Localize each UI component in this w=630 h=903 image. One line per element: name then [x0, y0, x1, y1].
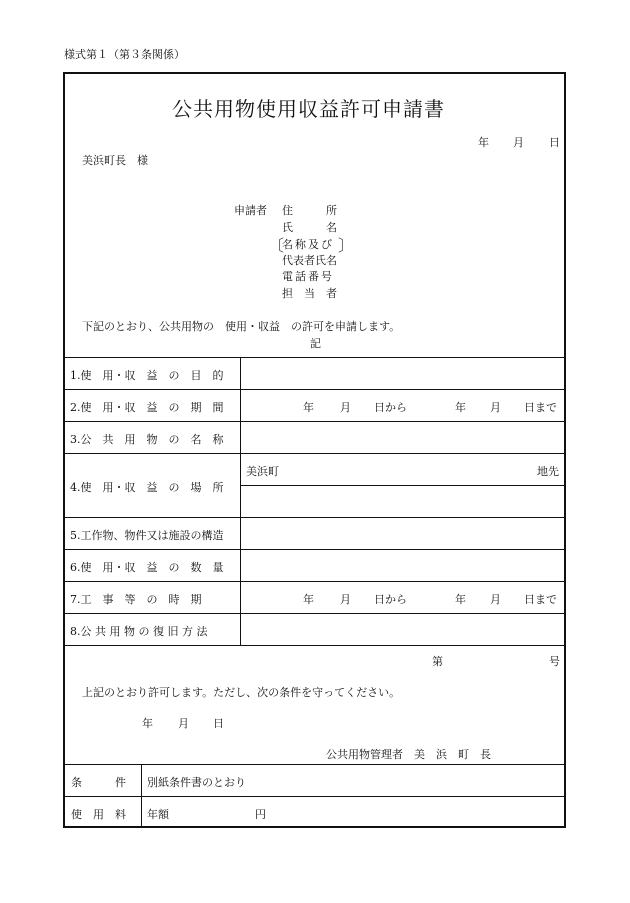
permit-statement: 上記のとおり許可します。ただし、次の条件を守ってください。 [82, 686, 401, 699]
row-line [64, 389, 566, 390]
place-suffix: 地先 [537, 465, 559, 478]
fee-prefix: 年額 [147, 808, 169, 821]
date-month: 月 [513, 136, 524, 149]
row-line [64, 421, 566, 422]
permit-date-day: 日 [213, 717, 224, 730]
application-statement: 下記のとおり、公共用物の 使用・収益 の許可を申請します。 [82, 320, 401, 333]
label-column-divider [240, 357, 241, 645]
row-label-work-period: 7.工 事 等 の 時 期 [70, 593, 202, 606]
permit-number-dai: 第 [432, 655, 443, 668]
form-number-label: 様式第１（第３条関係） [64, 48, 185, 61]
row-line [64, 613, 566, 614]
applicant-label: 申請者 [234, 204, 267, 217]
period-start-month: 月 [340, 401, 351, 414]
application-form-frame [63, 72, 566, 828]
conditions-column-divider [141, 764, 142, 827]
row-label-restoration: 8.公 共 用 物 の 復 旧 方 法 [70, 625, 208, 638]
work-start-year: 年 [303, 593, 314, 606]
conditions-top-line [64, 764, 566, 765]
row-label-period: 2.使 用・収 益 の 期 間 [70, 401, 224, 414]
period-end-month: 月 [490, 401, 501, 414]
period-end-year: 年 [455, 401, 466, 414]
applicant-org-name-label: 名称及び [282, 238, 334, 251]
date-year: 年 [478, 136, 489, 149]
permit-date-month: 月 [178, 717, 189, 730]
applicant-phone-label: 電話番号 [282, 270, 334, 283]
date-day: 日 [549, 136, 560, 149]
period-start-year: 年 [303, 401, 314, 414]
permit-manager: 公共用物管理者 美 浜 町 長 [326, 748, 491, 761]
applicant-contact-label: 担 当 者 [282, 287, 337, 300]
row-line [64, 581, 566, 582]
applicant-address-label: 住 所 [282, 204, 337, 217]
row-label-structure: 5.工作物、物件又は施設の構造 [70, 529, 224, 542]
work-start-day: 日から [374, 593, 407, 606]
row-label-name: 3.公 共 用 物 の 名 称 [70, 433, 224, 446]
period-end-day: 日まで [524, 401, 557, 414]
work-end-month: 月 [490, 593, 501, 606]
row-line [64, 645, 566, 646]
row-label-purpose: 1.使 用・収 益 の 目 的 [70, 369, 224, 382]
form-title: 公共用物使用収益許可申請書 [172, 97, 445, 121]
brace-left: 〔 [268, 236, 285, 255]
applicant-name-label: 氏 名 [282, 221, 337, 234]
ki-label: 記 [310, 337, 321, 350]
brace-right: 〕 [338, 236, 355, 255]
period-start-day: 日から [374, 401, 407, 414]
row-line-inner [240, 485, 566, 486]
work-start-month: 月 [340, 593, 351, 606]
permit-date-year: 年 [142, 717, 153, 730]
addressee: 美浜町長 様 [82, 154, 148, 167]
fee-top-line [64, 796, 566, 797]
row-line [64, 549, 566, 550]
row-line [64, 517, 566, 518]
row-line [64, 453, 566, 454]
row-label-quantity: 6.使 用・収 益 の 数 量 [70, 561, 224, 574]
permit-number-go: 号 [549, 655, 560, 668]
applicant-rep-name-label: 代表者氏名 [282, 254, 337, 267]
work-end-year: 年 [455, 593, 466, 606]
table-top-line [64, 357, 566, 358]
place-town: 美浜町 [246, 465, 279, 478]
fee-label: 使 用 料 [71, 808, 126, 821]
fee-unit: 円 [255, 808, 266, 821]
row-label-place: 4.使 用・収 益 の 場 所 [70, 481, 224, 494]
conditions-label: 条 件 [71, 776, 126, 789]
work-end-day: 日まで [524, 593, 557, 606]
conditions-value: 別紙条件書のとおり [147, 776, 246, 789]
